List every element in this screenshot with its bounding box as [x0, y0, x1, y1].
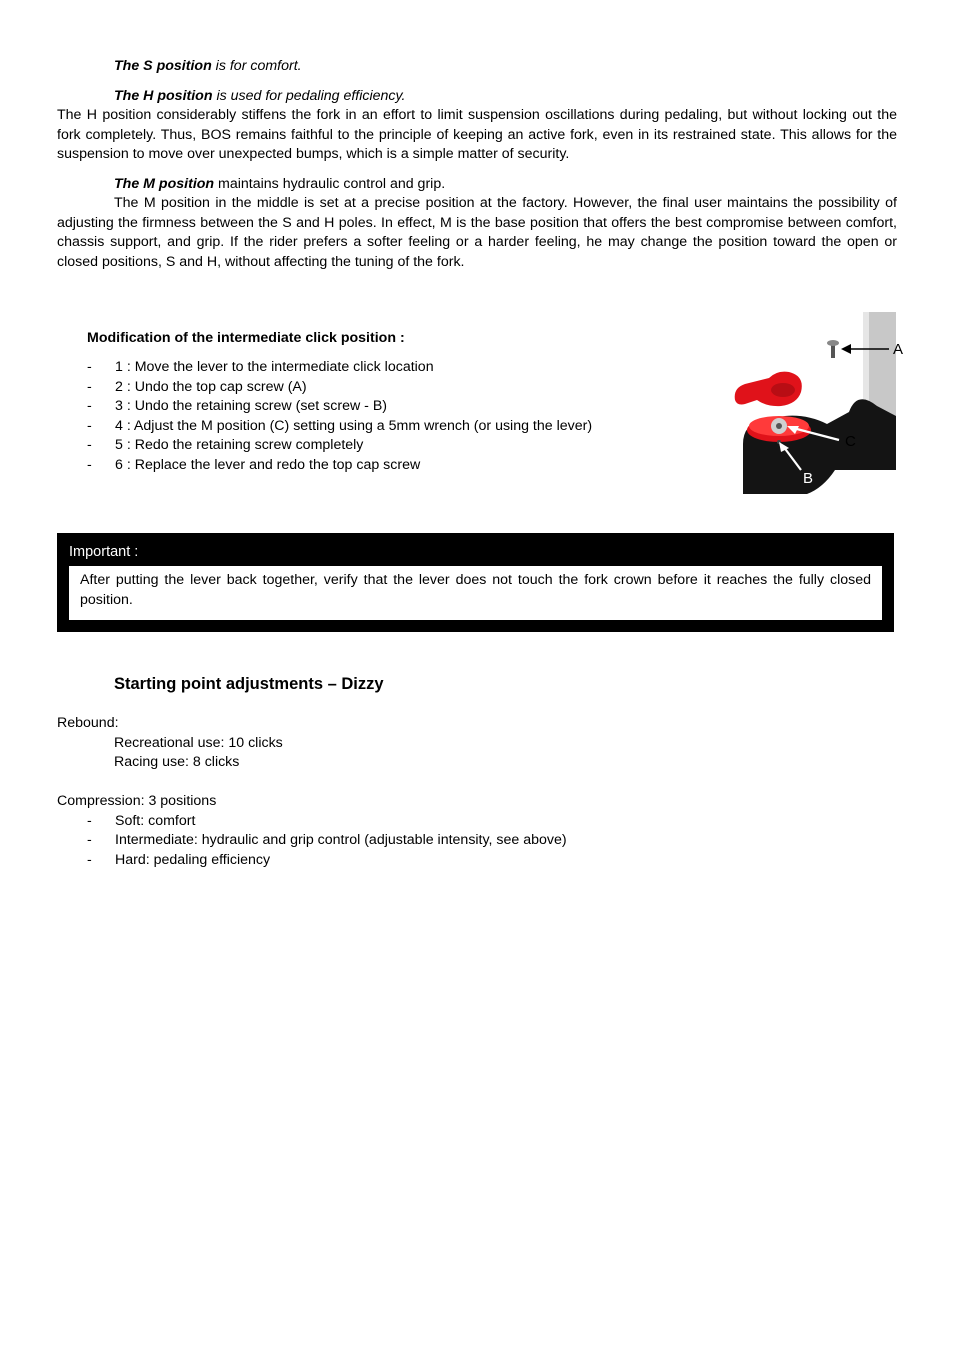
step-item: - 1 : Move the lever to the intermediate click location: [87, 358, 592, 378]
step-item: - 2 : Undo the top cap screw (A): [87, 378, 592, 398]
s-position-line: [57, 57, 897, 77]
m-position-text: maintains hydraulic control and grip.: [214, 175, 446, 192]
step-item: - 5 : Redo the retaining screw completely: [87, 436, 592, 456]
h-position-line: [57, 87, 897, 107]
s-position-label: The S position: [114, 58, 212, 74]
fork-crown: [743, 399, 896, 494]
s-position-text: is for comfort.: [211, 58, 302, 74]
compression-item: - Hard: pedaling efficiency: [87, 851, 897, 871]
compression-label: Compression: 3 positions: [57, 793, 217, 809]
diagram-label-b: B: [803, 470, 814, 487]
fork-crown-diagram: [727, 312, 904, 497]
compression-list: [57, 812, 897, 871]
diagram-label-c: C: [845, 433, 856, 450]
important-text: After putting the lever back together, verify that the lever does not touch the fork crown before it reaches the fully closed position.: [69, 566, 882, 620]
rebound-label: Rebound:: [57, 715, 119, 731]
rebound-item: Racing use: 8 clicks: [114, 754, 240, 770]
compression-item: - Soft: comfort: [87, 812, 897, 832]
top-cap-screw: [831, 344, 835, 358]
modification-steps: [87, 358, 592, 475]
m-position-paragraph: The M position in the middle is set at a precise position at the factory. However, the final user maintains the possibility of adjusting the firmness between the S and H poles. In effect, M is the base position that offers the best compromise between comfort, chassis support, and grip. If the rider prefers a softer feeling or a harder feeling, he may change the position toward the open or closed positions, S and H, without affecting the tuning of the fork.: [57, 195, 897, 270]
diagram-label-a: A: [893, 341, 904, 358]
step-item: - 6 : Replace the lever and redo the top cap screw: [87, 456, 592, 476]
compression-item: - Intermediate: hydraulic and grip control (adjustable intensity, see above): [87, 831, 897, 851]
important-notice: [57, 533, 894, 632]
step-item: - 4 : Adjust the M position (C) setting using a 5mm wrench (or using the lever): [87, 417, 592, 437]
m-position-label: The M position: [114, 175, 215, 192]
document-page: [57, 57, 904, 870]
modification-title: Modification of the intermediate click position :: [87, 330, 405, 346]
starting-point-title: Starting point adjustments – Dizzy: [114, 675, 384, 693]
h-position-paragraph: The H position considerably stiffens the fork in an effort to limit suspension oscillations during pedaling, but without locking out the fork completely. Thus, BOS remains faithful to the principle of keeping an active fork, even in its restrained state. This allows for the suspension to move over unexpected bumps, which is a simple matter of security.: [57, 107, 897, 162]
rebound-item: Recreational use: 10 clicks: [114, 734, 283, 751]
h-position-text: is used for pedaling efficiency.: [212, 87, 406, 104]
m-position-line: [57, 175, 897, 195]
important-title: Important :: [69, 544, 139, 560]
modification-section: [57, 312, 904, 497]
h-position-label: The H position: [114, 87, 213, 104]
step-item: - 3 : Undo the retaining screw (set screw - B): [87, 397, 592, 417]
